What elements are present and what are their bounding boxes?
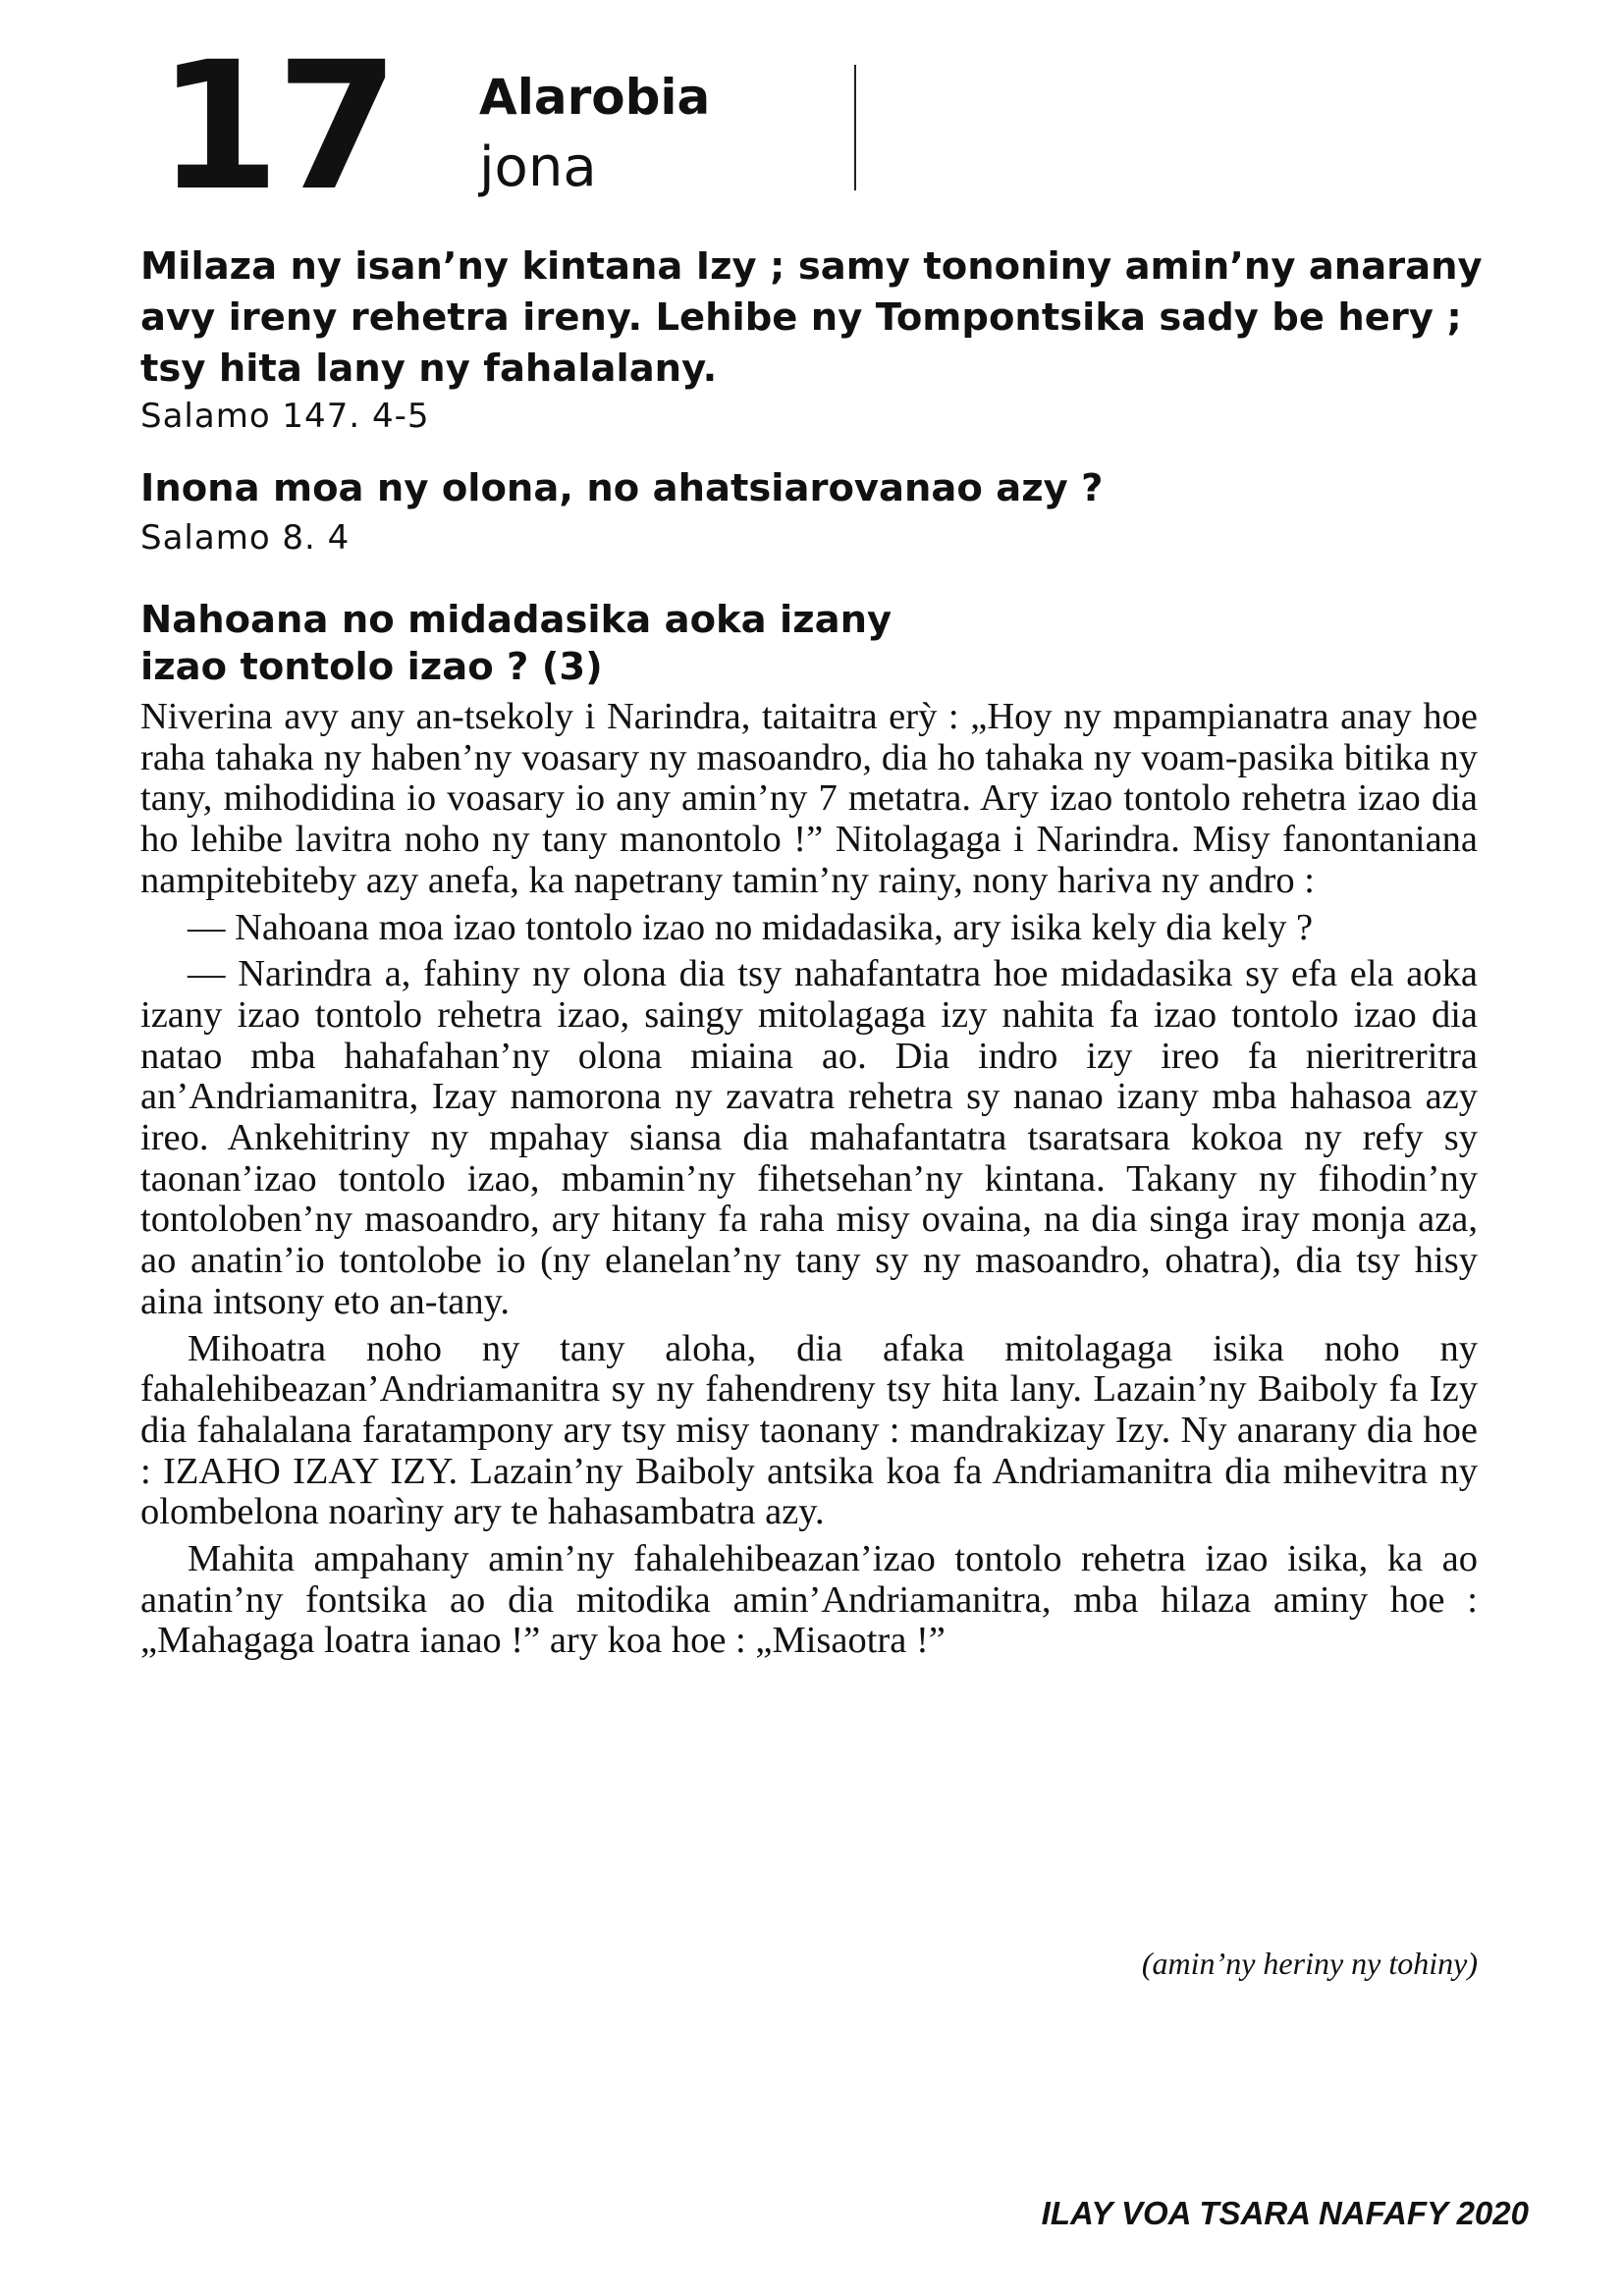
article-title	[140, 597, 1476, 691]
article-title-line-2: izao tontolo izao ? (3)	[140, 645, 603, 689]
continuation-note: (amin’ny heriny ny tohiny)	[1141, 1946, 1478, 1981]
article-paragraph-2: — Nahoana moa izao tontolo izao no midadasika, ary isika kely dia kely ?	[188, 906, 1314, 948]
day-number: 17	[157, 25, 396, 230]
article-paragraph-1: Niverina avy any an-tsekoly i Narindra, taitaitra erỳ : „Hoy ny mpampianatra anay hoe raha tahaka ny haben’ny voasary ny masoandro, dia ho tahaka ny voam-pasika bitika ny tany, mihodidina io voasary io any amin’ny 7 metatra. Ary izao tontolo rehetra izao dia ho lehibe lavitra noho ny tany manontolo !” Nitolagaga i Narindra. Misy fanontaniana nampitebiteby azy anefa, ka napetrany tamin’ny rainy, nony hariva ny andro :	[140, 696, 1478, 901]
article-paragraph-5: Mahita ampahany amin’ny fahalehibeazan’izao tontolo rehetra izao isika, ka ao anatin’ny fontsika ao dia mitodika amin’Andriamanitra, mba hilaza aminy hoe : „Mahagaga loatra ianao !” ary koa hoe : „Misaotra !”	[140, 1538, 1478, 1662]
verse-text-2: Inona moa ny olona, no ahatsiarovanao azy ?	[140, 466, 1104, 510]
publication-footer: ILAY VOA TSARA NAFAFY 2020	[1041, 2195, 1529, 2231]
article-paragraph-3: — Narindra a, fahiny ny olona dia tsy nahafantatra hoe midadasika sy efa ela aoka izany izao tontolo rehetra izao, saingy mitolagaga izy nahita fa izao tontolo izao dia natao mba hahafahan’ny olona miaina ao. Dia indro izy ireo fa nieritreritra an’Andriamanitra, Izay namorona ny zavatra rehetra sy nanao izany mba hahasoa azy ireo. Ankehitriny ny mpahay siansa dia mahafantatra tsaratsara kokoa ny refy sy taonan’izao tontolo izao, mbamin’ny fihetsehan’ny kintana. Takany ny fihodin’ny tontoloben’ny masoandro, ary hitany fa raha misy ovaina, na dia singa iray monja aza, ao anatin’io tontolobe io (ny elanelan’ny tany sy ny masoandro, ohatra), dia tsy hisy aina intsony eto an-tany.	[140, 953, 1478, 1322]
verse-text-1: Milaza ny isan’ny kintana Izy ; samy tononiny amin’ny anarany avy ireny rehetra ireny. Lehibe ny Tompontsika sady be hery ; tsy hita lany ny fahalalany.	[140, 244, 1483, 391]
verse-reference-2: Salamo 8. 4	[140, 518, 351, 558]
article-paragraph-4: Mihoatra noho ny tany aloha, dia afaka mitolagaga isika noho ny fahalehibeazan’Andriamanitra sy ny fahendreny tsy hita lany. Lazain’ny Baiboly fa Izy dia fahalalana faratampony ary tsy misy taonany : mandrakizay Izy. Ny anarany dia hoe : IZAHO IZAY IZY. Lazain’ny Baiboly antsika koa fa Andriamanitra dia mihevitra ny olombelona noarìny ary te hahasambatra azy.	[140, 1327, 1478, 1533]
weekday-label: Alarobia	[479, 69, 711, 126]
month-label: jona	[479, 135, 597, 199]
header-divider	[854, 65, 856, 190]
article-body	[140, 697, 1478, 1668]
verse-reference-1: Salamo 147. 4-5	[140, 397, 430, 436]
article-title-line-1: Nahoana no midadasika aoka izany	[140, 598, 893, 642]
